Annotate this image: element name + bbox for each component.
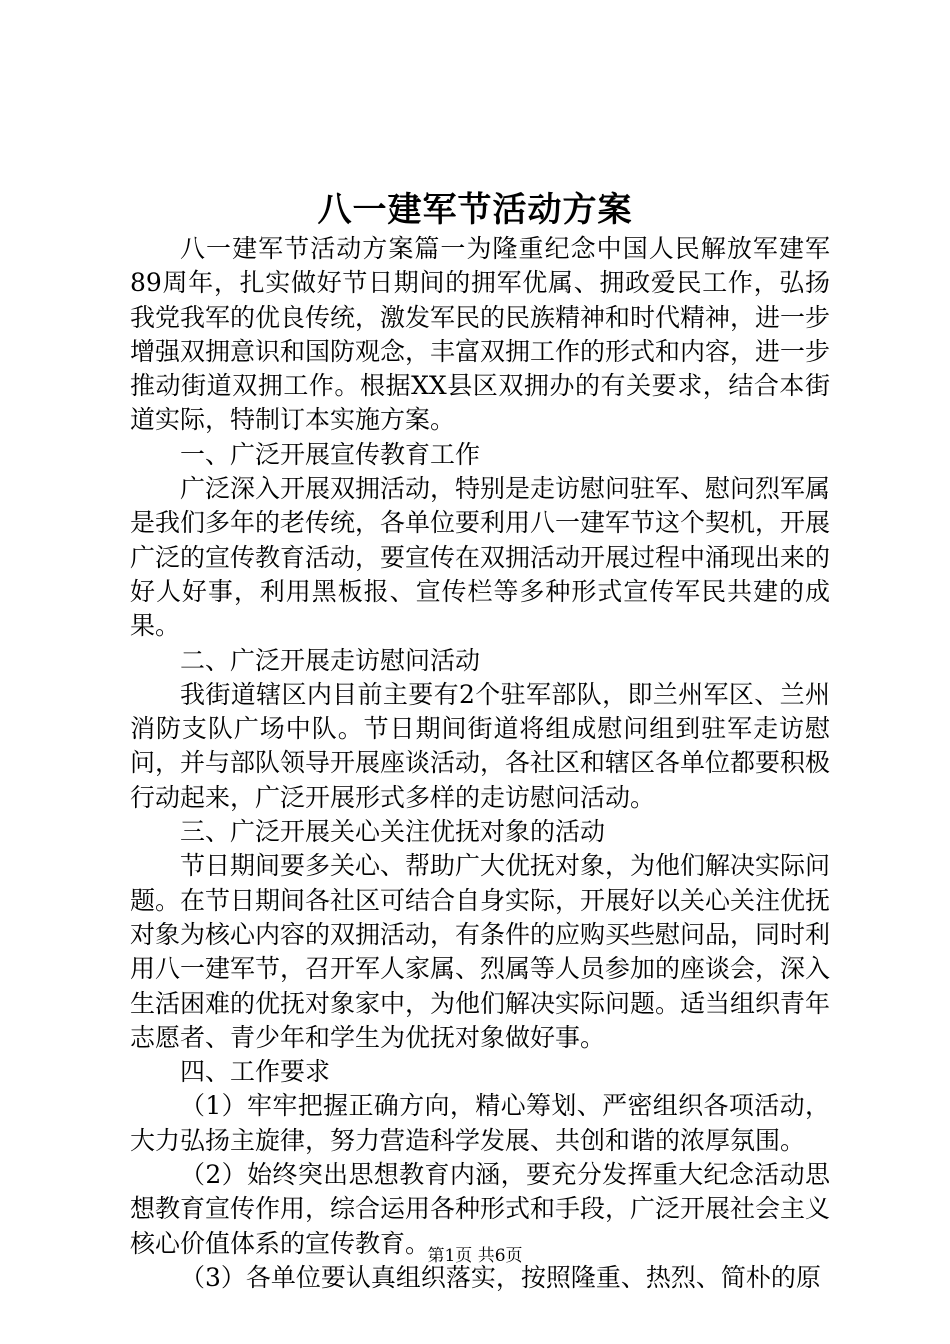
document-title: 八一建军节活动方案 xyxy=(317,190,633,230)
heading-section-4: 四、工作要求 xyxy=(180,1057,331,1087)
document-body xyxy=(130,232,830,1295)
heading-section-2: 二、广泛开展走访慰问活动 xyxy=(180,645,481,675)
paragraph-section-2: 我街道辖区内目前主要有2个驻军部队，即兰州军区、兰州消防支队广场中队。节日期间街道将组成慰问组到驻军走访慰问，并与部队领导开展座谈活动，各社区和辖区各单位都要积极行动起来，广泛开展形式多样的走访慰问活动。 xyxy=(130,679,831,812)
paragraph-intro: 八一建军节活动方案篇一为隆重纪念中国人民解放军建军89周年，扎实做好节日期间的拥军优属、拥政爱民工作，弘扬我党我军的优良传统，激发军民的民族精神和时代精神，进一步增强双拥意识和国防观念，丰富双拥工作的形式和内容，进一步推动街道双拥工作。根据XX县区双拥办的有关要求，结合本街道实际，特制订本实施方案。 xyxy=(130,234,831,435)
paragraph-section-3: 节日期间要多关心、帮助广大优抚对象，为他们解决实际问题。在节日期间各社区可结合自身实际，开展好以关心关注优抚对象为核心内容的双拥活动，有条件的应购买些慰问品，同时利用八一建军节，召开军人家属、烈属等人员参加的座谈会，深入生活困难的优抚对象家中，为他们解决实际问题。适当组织青年志愿者、青少年和学生为优抚对象做好事。 xyxy=(130,851,831,1052)
heading-section-1: 一、广泛开展宣传教育工作 xyxy=(180,439,481,469)
paragraph-requirement-3: （3）各单位要认真组织落实，按照隆重、热烈、简朴的原 xyxy=(180,1262,821,1292)
heading-section-3: 三、广泛开展关心关注优抚对象的活动 xyxy=(180,817,606,847)
paragraph-requirement-1: （1）牢牢把握正确方向，精心筹划、严密组织各项活动，大力弘扬主旋律，努力营造科学发展、共创和谐的浓厚氛围。 xyxy=(130,1091,830,1155)
paragraph-section-1: 广泛深入开展双拥活动，特别是走访慰问驻军、慰问烈军属是我们多年的老传统，各单位要利用八一建军节这个契机，开展广泛的宣传教育活动，要宣传在双拥活动开展过程中涌现出来的好人好事，利用黑板报、宣传栏等多种形式宣传军民共建的成果。 xyxy=(130,474,831,641)
page-footer: 第1页 共6页 xyxy=(427,1246,523,1266)
paragraph-requirement-2: （2）始终突出思想教育内涵，要充分发挥重大纪念活动思想教育宣传作用，综合运用各种形式和手段，广泛开展社会主义核心价值体系的宣传教育。 xyxy=(130,1160,831,1258)
